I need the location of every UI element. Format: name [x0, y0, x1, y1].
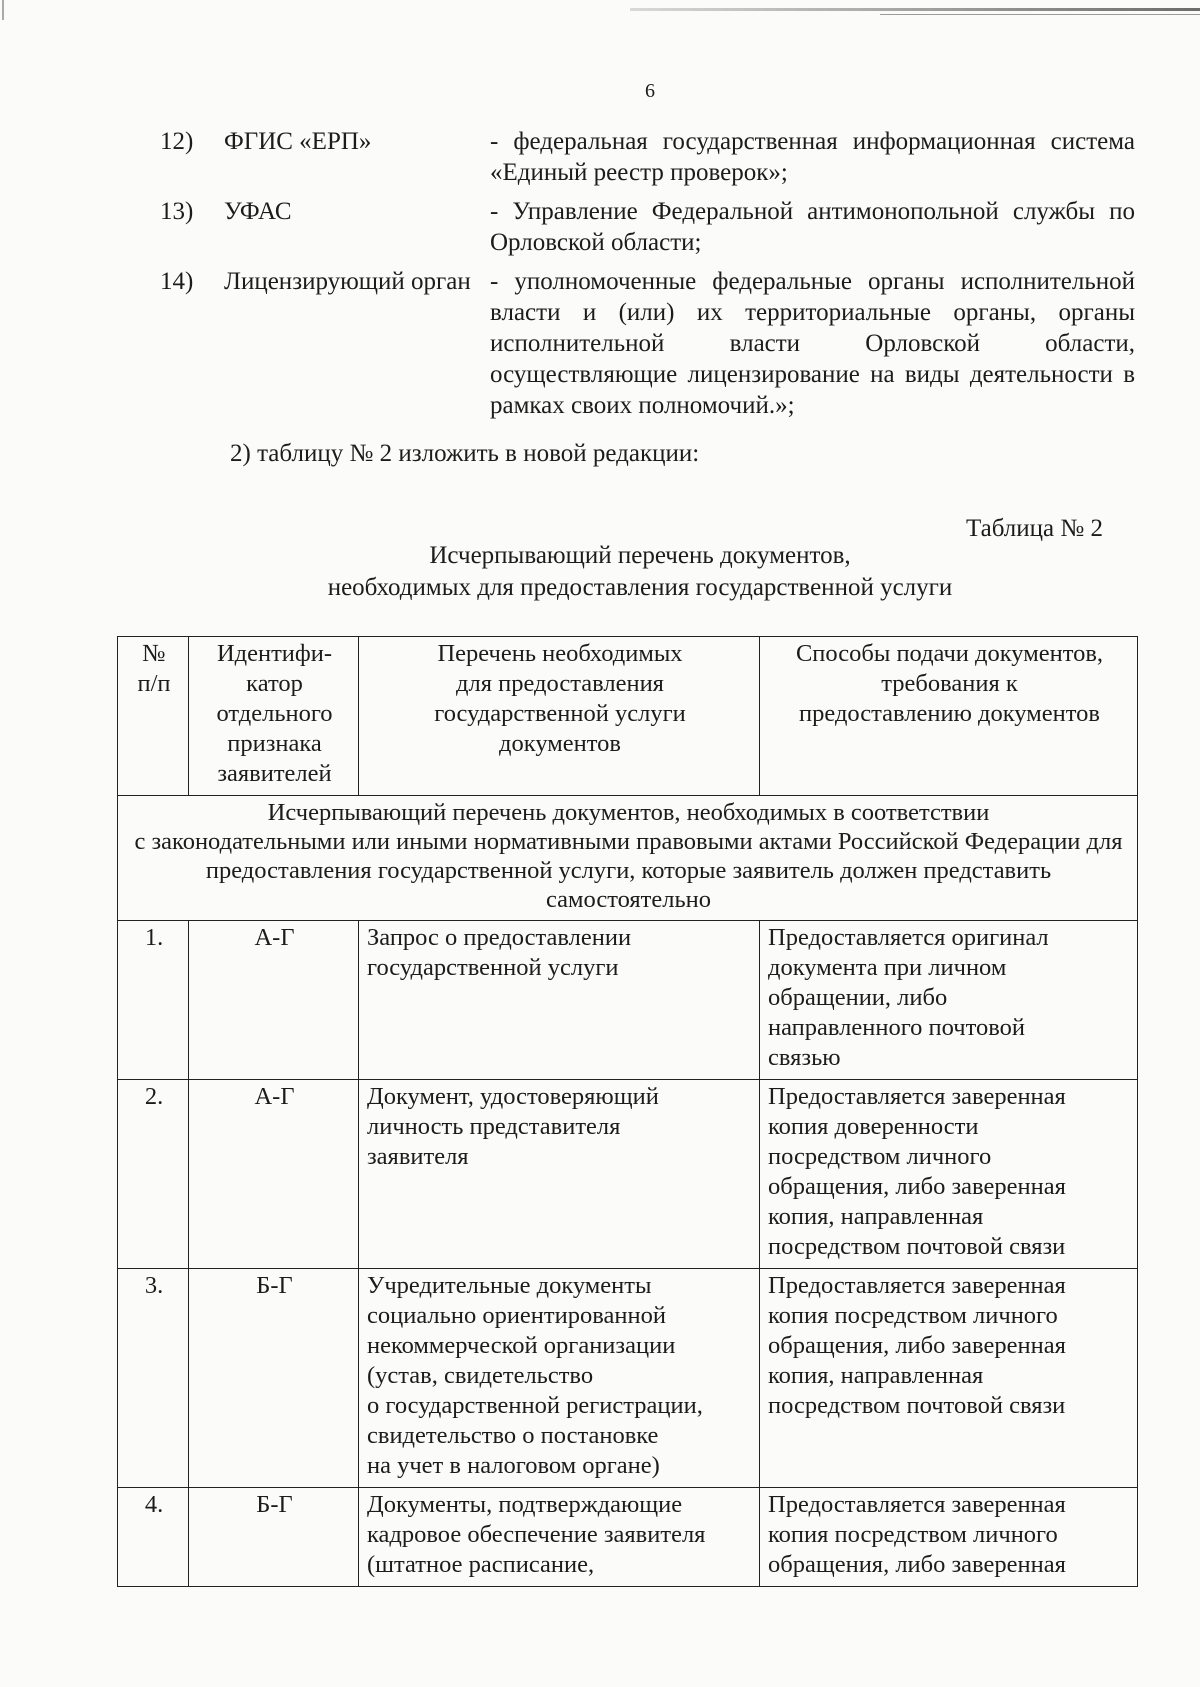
scan-artifact-line [630, 8, 1200, 11]
row-number: 2. [118, 1080, 189, 1269]
row-document: Документы, подтверждающие кадровое обеспечение заявителя (штатное расписание, [359, 1488, 760, 1587]
definition-number: 12) [160, 128, 194, 155]
header-documents: Перечень необходимых для предоставления государственной услуги документов [359, 637, 760, 796]
definition-term: Лицензирующий орган [224, 268, 471, 295]
definition-text: - уполномоченные федеральные органы исполнительной власти и (или) их территориальные органы, органы исполнительной власти Орловской области, осуществляющие лицензирование на виды деятельности в рамках своих полномочий.»; [490, 268, 1135, 419]
amendment-instruction: 2) таблицу № 2 изложить в новой редакции: [230, 440, 700, 467]
table-row [118, 1269, 1138, 1488]
definition-item [160, 126, 1135, 188]
scan-artifact-line [880, 14, 1200, 15]
section-heading: Исчерпывающий перечень документов, необходимых в соответствии с законодательными или иными нормативными правовыми актами Российской Федерации для предоставления государственной услуги, которые заявитель должен представить самостоятельно [118, 796, 1138, 921]
definition-term: ФГИС «ЕРП» [224, 128, 372, 155]
definition-term: УФАС [224, 198, 292, 225]
table-row [118, 921, 1138, 1080]
row-method: Предоставляется оригинал документа при личном обращении, либо направленного почтовой связью [760, 921, 1138, 1080]
row-identifier: А-Г [189, 921, 359, 1080]
scan-edge-mark [2, 0, 4, 20]
row-method: Предоставляется заверенная копия доверенности посредством личного обращения, либо заверенная копия, направленная посредством почтовой связи [760, 1080, 1138, 1269]
header-num: № п/п [118, 637, 189, 796]
table-row [118, 1488, 1138, 1587]
definitions-list [160, 126, 1135, 429]
documents-table [117, 636, 1138, 1587]
definition-item [160, 196, 1135, 258]
header-identifier: Идентифи- катор отдельного признака заявителей [189, 637, 359, 796]
row-identifier: Б-Г [189, 1269, 359, 1488]
definition-number: 14) [160, 268, 194, 295]
table-title-line: необходимых для предоставления государственной услуги [327, 574, 953, 601]
page-number: 6 [645, 80, 655, 102]
definition-item [160, 266, 1135, 421]
table-row [118, 1080, 1138, 1269]
definition-text: - федеральная государственная информационная система «Единый реестр проверок»; [490, 128, 1135, 186]
row-document: Учредительные документы социально ориентированной некоммерческой организации (устав, свидетельство о государственной регистрации, свидетельство о постановке на учет в налоговом органе) [359, 1269, 760, 1488]
definition-text: - Управление Федеральной антимонопольной службы по Орловской области; [490, 198, 1135, 256]
row-document: Документ, удостоверяющий личность представителя заявителя [359, 1080, 760, 1269]
definition-number: 13) [160, 198, 194, 225]
row-identifier: А-Г [189, 1080, 359, 1269]
table-caption: Таблица № 2 [965, 515, 1103, 542]
table-section-row [118, 796, 1138, 921]
row-number: 1. [118, 921, 189, 1080]
row-identifier: Б-Г [189, 1488, 359, 1587]
header-methods: Способы подачи документов, требования к предоставлению документов [760, 637, 1138, 796]
table-title [140, 540, 1140, 604]
row-number: 3. [118, 1269, 189, 1488]
row-method: Предоставляется заверенная копия посредством личного обращения, либо заверенная [760, 1488, 1138, 1587]
row-method: Предоставляется заверенная копия посредством личного обращения, либо заверенная копия, направленная посредством почтовой связи [760, 1269, 1138, 1488]
table-title-line: Исчерпывающий перечень документов, [429, 542, 851, 569]
table-header-row [118, 637, 1138, 796]
row-number: 4. [118, 1488, 189, 1587]
row-document: Запрос о предоставлении государственной услуги [359, 921, 760, 1080]
